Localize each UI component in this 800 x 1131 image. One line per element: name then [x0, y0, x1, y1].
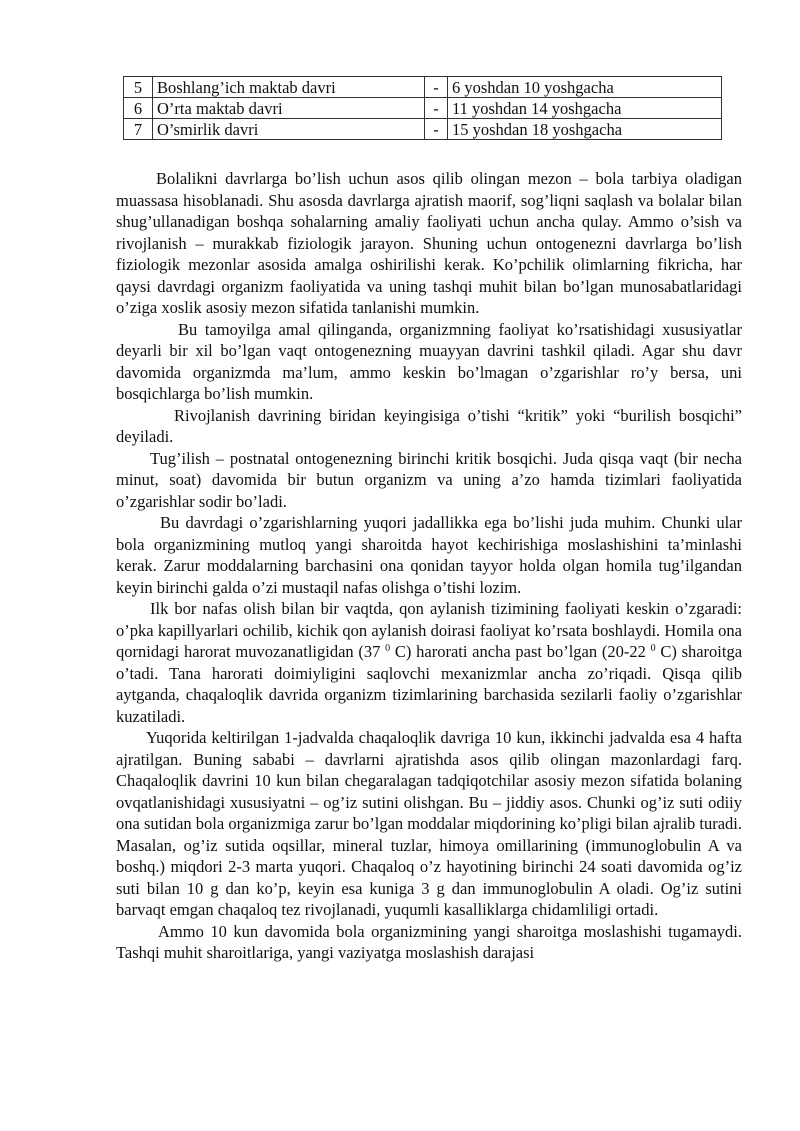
paragraph-text: C) harorati ancha past bo’lgan (20-22 — [394, 642, 646, 661]
period-name: Boshlang’ich maktab davri — [153, 77, 425, 98]
paragraph: Tug’ilish – postnatal ontogenezning birinchi kritik bosqichi. Juda qisqa vaqt (bir necha minut, soat) davomida bir butun organizm va uning a’zo hamda tizimlari faoliyatida o’zgarishlar sodir bo’ladi. — [116, 448, 742, 511]
body-text — [116, 168, 742, 964]
row-number: 7 — [124, 119, 153, 140]
paragraph: Ammo 10 kun davomida bola organizmining yangi sharoitga moslashishi tugamaydi. Tashqi muhit sharoitlariga, yangi vaziyatga moslashish darajasi — [116, 921, 742, 962]
dash-cell: - — [425, 77, 448, 98]
table-row — [124, 77, 722, 98]
paragraph: Bolalikni davrlarga bo’lish uchun asos qilib olingan mezon – bola tarbiya oladigan muassasa hisoblanadi. Shu asosda davrlarga ajratish maorif, sog’liqni saqlash va bolalar bilan shug’ullanadigan boshqa sohalarning amaliy faoliyati uchun ancha qulay. Ammo o’sish va rivojlanish – murakkab fiziologik jarayon. Shuning uchun ontogenezni davrlarga bo’lish fiziologik mezonlar asosida amalga oshirilishi kerak. Ko’pchilik olimlarning fikricha, har qaysi davrdagi organizm faoliyatida va uning tashqi muhit bilan bo’lgan munosabatlaridagi o’ziga xoslik asosiy mezon sifatida tanlanishi mumkin. — [116, 169, 742, 317]
paragraph-text: C) sharoitga o’tadi. Tana harorati doimiyligini saqlovchi mexanizmlar ancha zo’riqadi. Qisqa qilib aytganda, chaqaloqlik davrida organizm tizimlarining barchasida sezilarli faoliy o’zgarishlar kuzatiladi. — [116, 642, 743, 726]
age-range: 6 yoshdan 10 yoshgacha — [448, 77, 722, 98]
table-row — [124, 119, 722, 140]
period-name: O’rta maktab davri — [153, 98, 425, 119]
dash-cell: - — [425, 98, 448, 119]
paragraph-text: Ilk bor nafas olish bilan bir vaqtda, qon aylanish tizimining faoliyati keskin o’zgaradi: o’pka kapillyarlari ochilib, kichik qon aylanish doirasi faoliyat ko’rsata boshlaydi. Homila ona qornidagi harorat muvozanatligidan (37 — [116, 599, 742, 661]
degree-superscript: 0 — [650, 643, 656, 654]
row-number: 5 — [124, 77, 153, 98]
dash-cell: - — [425, 119, 448, 140]
paragraph — [116, 598, 742, 727]
paragraph: Bu davrdagi o’zgarishlarning yuqori jadallikka ega bo’lishi juda muhim. Chunki ular bola organizmining mutloq yangi sharoitda hayot kechirishiga moslashishini ta’minlashi kerak. Zarur moddalarning barchasini ona qonidan tayyor holda olgan homila tug’ilgandan keyin birinchi galda o’zi mustaqil nafas olishga o’tishi lozim. — [116, 513, 742, 597]
paragraph: Yuqorida keltirilgan 1-jadvalda chaqaloqlik davriga 10 kun, ikkinchi jadvalda esa 4 hafta ajratilgan. Buning sababi – davrlarni ajratishda asos qilib olingan mazonlardagi farq. Chaqaloqlik davrini 10 kun bilan chegaralagan tadqiqotchilar asosiy mezon sifatida bolaning ovqatlanishidagi xususiyatni – og’iz sutini olishgan. Bu – jiddiy asos. Chunki og’iz suti odiiy ona sutidan bola organizmiga zarur bo’lgan moddalar miqdorining ko’pligi bilan ajralib turadi. Masalan, og’iz sutida oqsillar, mineral tuzlar, himoya omillarining (immunoglobulin A va boshq.) miqdori 2-3 marta yuqori. Chaqaloq o’z hayotining birinchi 24 soati davomida og’iz suti bilan 10 g dan ko’p, keyin esa kuniga 3 g dan immunoglobulin A oladi. Og’iz sutini barvaqt emgan chaqaloq tez rivojlanadi, yuqumli kasalliklarga chidamliligi ortadi. — [116, 728, 742, 919]
degree-superscript: 0 — [385, 643, 391, 654]
age-range: 15 yoshdan 18 yoshgacha — [448, 119, 722, 140]
period-name: O’smirlik davri — [153, 119, 425, 140]
row-number: 6 — [124, 98, 153, 119]
age-range: 11 yoshdan 14 yoshgacha — [448, 98, 722, 119]
age-periods-table — [123, 76, 722, 140]
table-row — [124, 98, 722, 119]
paragraph: Bu tamoyilga amal qilinganda, organizmning faoliyat ko’rsatishidagi xususiyatlar deyarli bir xil bo’lgan vaqt ontogenezning muayyan davrini tashkil qiladi. Agar shu davr davomida organizmda ma’lum, ammo keskin bo’lmagan o’zgarishlar ro’y bersa, uni bosqichlarga bo’lish mumkin. — [116, 319, 742, 403]
paragraph: Rivojlanish davrining biridan keyingisiga o’tishi “kritik” yoki “burilish bosqichi” deyiladi. — [116, 405, 742, 446]
